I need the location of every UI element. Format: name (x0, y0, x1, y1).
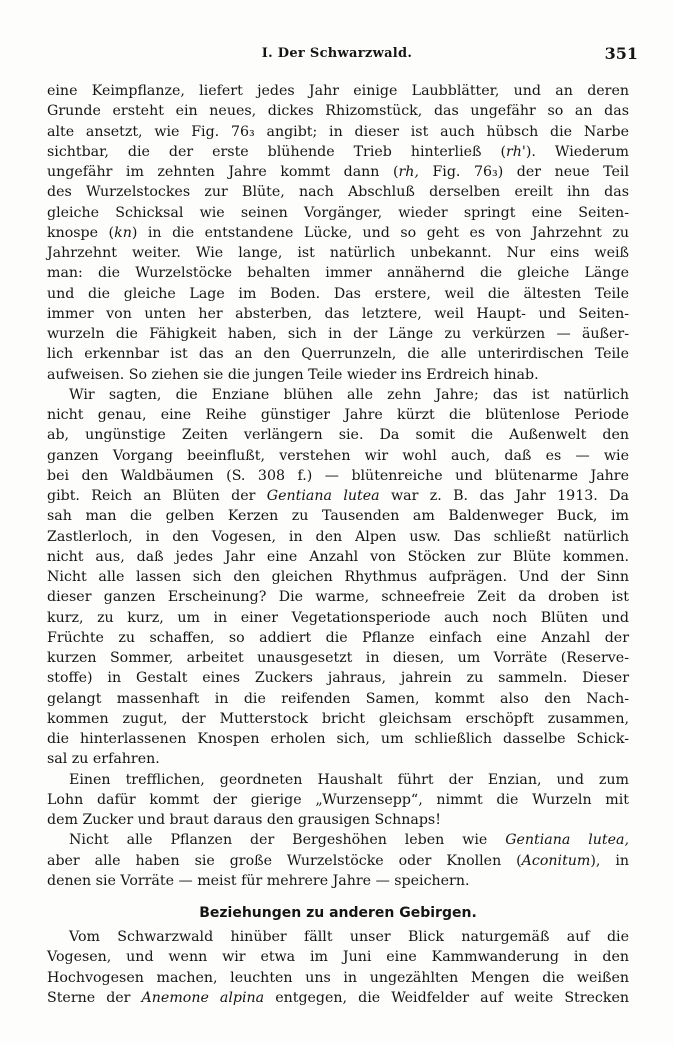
text-run: Grunde ersteht ein neues, dickes Rhizomstück, das ungefähr so an das (47, 103, 629, 120)
text-run: immer von unten her absterben, das letztere, weil Haupt- und Seiten- (47, 305, 629, 322)
text-line (47, 810, 629, 830)
text-line (47, 486, 629, 506)
text-line (47, 668, 629, 688)
text-line (47, 385, 629, 405)
text-run: nicht genau, eine Reihe günstiger Jahre kürzt die blütenlose Periode (47, 407, 629, 423)
text-run: gelangt massenhaft in die reifenden Samen, kommt also den Nach- (47, 690, 629, 707)
text-line (47, 142, 629, 162)
text-run: aufweisen. So ziehen sie die jungen Teile wieder ins Erdreich hinab. (47, 366, 539, 383)
text-run: sah man die gelben Kerzen zu Tausenden am Baldenweger Buck, im (47, 508, 629, 525)
text-line (47, 101, 629, 121)
text-line (47, 304, 629, 324)
text-line (47, 223, 629, 243)
text-run: kommen zugut, der Mutterstock bricht gleichsam erschöpft zusammen, (47, 710, 629, 727)
text-line (47, 689, 629, 709)
text-run: Früchte zu schaffen, so addiert die Pflanze einfach eine Anzahl der (47, 629, 629, 646)
text-line (47, 527, 629, 547)
text-run: Jahrzehnt weiter. Wie lange, ist natürlich unbekannt. Nur eins weiß (47, 245, 629, 261)
text-line (47, 81, 629, 101)
text-line (47, 608, 629, 628)
text-run: Wir sagten, die Enziane blühen alle zehn Jahre; das ist natürlich (69, 386, 629, 403)
text-run: Fig. 76₃) der neue Teil (418, 164, 629, 180)
text-run: Vom Schwarzwald hinüber fällt unser Blick naturgemäß auf die (69, 929, 629, 945)
paragraph-block-2 (47, 927, 629, 1008)
text-line (47, 182, 629, 202)
text-run: ). Wiederum (525, 143, 629, 160)
text-line (47, 446, 629, 466)
text-run: Nicht alle Pflanzen der Bergeshöhen leben wie (69, 832, 506, 849)
italic-run: Aconitum (521, 852, 591, 869)
page-number: 351 (604, 44, 638, 63)
text-line (47, 830, 629, 850)
text-run: aber alle haben sie große Wurzelstöcke oder Knollen ( (47, 852, 522, 869)
text-line (47, 648, 629, 668)
text-run: alte ansetzt, wie Fig. 76₃ angibt; in dieser ist auch hübsch die Narbe (47, 123, 629, 140)
text-line (47, 729, 629, 749)
text-line (47, 770, 629, 790)
text-run: wurzeln die Fähigkeit haben, sich in der Länge zu verkürzen — äußer- (47, 326, 629, 342)
italic-run: kn (114, 224, 132, 241)
page-header (0, 44, 674, 68)
italic-run: rh' (506, 143, 526, 160)
italic-run: Gentiana lutea (266, 488, 380, 504)
text-line (47, 203, 629, 223)
text-run: Hochvogesen machen, leuchten uns in ungezählten Mengen die weißen (47, 969, 629, 986)
text-run: dieser ganzen Erscheinung? Die warme, schneefreie Zeit da droben ist (47, 589, 629, 606)
text-run: dem Zucker und braut daraus den grausigen Schnaps! (47, 812, 441, 828)
text-line (47, 162, 629, 182)
text-run: eine Keimpflanze, liefert jedes Jahr einige Laubblätter, und an deren (47, 83, 629, 99)
text-line (47, 968, 629, 988)
text-run: Lohn dafür kommt der gierige „Wurzensepp“, nimmt die Wurzeln mit (47, 791, 629, 808)
text-line (47, 947, 629, 967)
text-run: Zastlerloch, in den Vogesen, in den Alpen usw. Das schließt natürlich (47, 528, 629, 545)
text-run: lich erkennbar ist das an den Querrunzeln, die alle unterirdischen Teile (47, 346, 629, 363)
text-run: denen sie Vorräte — meist für mehrere Jahre — speichern. (47, 872, 470, 889)
body-text (47, 81, 629, 1008)
paragraph-block-1 (47, 81, 629, 891)
text-line (47, 365, 629, 385)
text-run: ganzen Vorgang beeinflußt, verstehen wir wohl auch, daß es — wie (47, 447, 629, 464)
text-run: sal zu erfahren. (47, 751, 160, 768)
text-run: ), in (590, 852, 630, 869)
text-run: knospe ( (47, 224, 115, 241)
text-run: Sterne der (47, 989, 142, 1006)
italic-run: rh, (398, 164, 419, 180)
text-run: ab, ungünstige Zeiten verlängern sie. Da somit die Außenwelt den (47, 427, 629, 444)
text-run: Einen trefflichen, geordneten Haushalt führt der Enzian, und zum (69, 771, 629, 788)
text-line (47, 405, 629, 425)
text-line (47, 122, 629, 142)
text-run: nicht aus, daß jedes Jahr eine Anzahl von Stöcken zur Blüte kommen. (47, 548, 629, 565)
text-run: ungefähr im zehnten Jahre kommt dann ( (47, 164, 399, 180)
section-heading: Beziehungen zu anderen Gebirgen. (199, 905, 477, 921)
text-run: ) in die entstandene Lücke, und so geht es von Jahrzehnt zu (131, 224, 629, 241)
text-run: die hinterlassenen Knospen erholen sich, um schließlich dasselbe Schick- (47, 731, 629, 747)
text-line (47, 567, 629, 587)
text-run: Nicht alle lassen sich den gleichen Rhythmus aufprägen. Und der Sinn (47, 569, 629, 585)
italic-run: Anemone alpina (141, 989, 265, 1006)
text-line (47, 263, 629, 283)
text-line (47, 466, 629, 486)
text-line (47, 284, 629, 304)
italic-run: Gentiana lutea, (505, 832, 629, 849)
text-run: man: die Wurzelstöcke behalten immer annähernd die gleiche Länge (47, 265, 629, 282)
text-line (47, 927, 629, 947)
text-line (47, 628, 629, 648)
text-run: des Wurzelstockes zur Blüte, nach Abschluß derselben ereilt ihn das (47, 184, 629, 201)
text-run: und die gleiche Lage im Boden. Das erstere, weil die ältesten Teile (47, 285, 629, 302)
text-run: stoffe) in Gestalt eines Zuckers jahraus, jahrein zu sammeln. Dieser (47, 670, 629, 687)
text-line (47, 506, 629, 526)
text-run: gibt. Reich an Blüten der (47, 488, 267, 504)
text-run: Vogesen, und wenn wir etwa im Juni eine Kammwanderung in den (47, 949, 629, 966)
text-line (47, 749, 629, 769)
text-line (47, 709, 629, 729)
text-run: kurz, zu kurz, um in einer Vegetationsperiode auch noch Blüten und (47, 609, 629, 626)
text-line (47, 587, 629, 607)
text-line (47, 344, 629, 364)
text-run: war z. B. das Jahr 1913. Da (379, 488, 629, 504)
text-line (47, 243, 629, 263)
text-line (47, 851, 629, 871)
text-run: kurzen Sommer, arbeitet unausgesetzt in diesen, um Vorräte (Reserve- (47, 650, 629, 666)
text-run: entgegen, die Weidfelder auf weite Strecken (264, 989, 629, 1006)
text-line (47, 871, 629, 891)
running-title: I. Der Schwarzwald. (261, 46, 413, 61)
text-line (47, 790, 629, 810)
text-run: bei den Waldbäumen (S. 308 f.) — blütenreiche und blütenarme Jahre (47, 467, 629, 484)
text-line (47, 425, 629, 445)
text-run: gleiche Schicksal wie seinen Vorgänger, wieder springt eine Seiten- (47, 204, 629, 221)
text-line (47, 324, 629, 344)
text-line (47, 547, 629, 567)
text-run: sichtbar, die der erste blühende Trieb hinterließ ( (47, 143, 507, 160)
text-line (47, 988, 629, 1008)
